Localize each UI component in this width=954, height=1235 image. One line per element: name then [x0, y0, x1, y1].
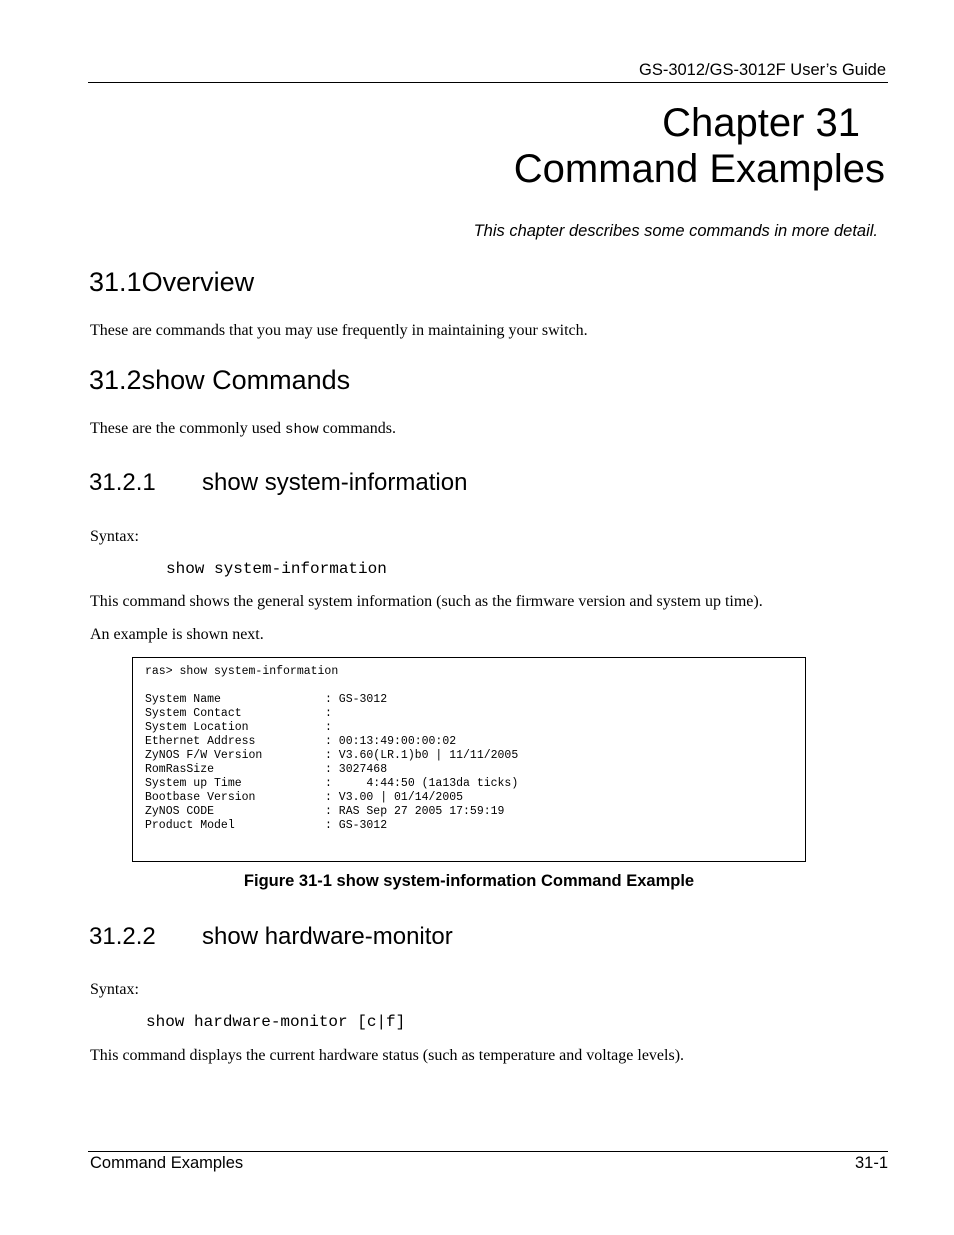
code-key: Ethernet Address: [145, 735, 256, 748]
header-rule: [88, 82, 888, 83]
show-commands-body: [90, 419, 396, 440]
overview-body: These are commands that you may use frequently in maintaining your switch.: [90, 322, 588, 339]
chapter-title: Command Examples: [513, 147, 885, 191]
footer-chapter-name: Command Examples: [90, 1154, 244, 1172]
page-number: 31-1: [854, 1154, 888, 1172]
code-value: : 3027468: [325, 763, 388, 776]
code-key: System Location: [145, 721, 249, 734]
section-number: 31.1: [89, 267, 142, 297]
code-key: RomRasSize: [145, 763, 215, 776]
code-value: :: [325, 721, 332, 734]
section-heading-show-commands: [89, 364, 350, 396]
code-row: [145, 805, 504, 819]
running-header: GS-3012/GS-3012F User’s Guide: [638, 61, 886, 79]
figure-caption: Figure 31-1 show system-information Command Example: [243, 872, 695, 890]
code-row: [145, 749, 518, 763]
code-key: ZyNOS CODE: [145, 805, 215, 818]
code-key: ZyNOS F/W Version: [145, 749, 263, 762]
subsection-heading-hardware-monitor: [89, 922, 453, 952]
code-row: [145, 721, 332, 735]
footer-rule: [88, 1151, 888, 1152]
code-value: :: [325, 707, 332, 720]
code-row: [145, 707, 332, 721]
syntax-label: Syntax:: [90, 981, 139, 998]
code-value: : V3.60(LR.1)b0 | 11/11/2005: [325, 749, 519, 762]
syntax-command: show system-information: [166, 560, 387, 578]
subsection-title: show system-information: [202, 469, 468, 496]
subsection-number: 31.2.1: [89, 469, 156, 496]
body-text-after: commands.: [318, 420, 396, 437]
code-key: Product Model: [145, 819, 235, 832]
code-value: : 4:44:50 (1a13da ticks): [325, 777, 519, 790]
inline-code-show: show: [285, 422, 319, 438]
code-row: [145, 693, 387, 707]
section-title: show Commands: [141, 365, 351, 395]
section-heading-overview: [89, 266, 254, 298]
example-intro: An example is shown next.: [90, 626, 264, 643]
syntax-label: Syntax:: [90, 528, 139, 545]
code-key: System up Time: [145, 777, 242, 790]
code-key: System Name: [145, 693, 221, 706]
code-row: [145, 777, 518, 791]
system-information-description: This command shows the general system information (such as the firmware version and system up time).: [90, 593, 763, 610]
chapter-number: Chapter 31: [662, 101, 860, 145]
code-key: System Contact: [145, 707, 242, 720]
code-row: [145, 735, 456, 749]
code-value: : V3.00 | 01/14/2005: [325, 791, 464, 804]
code-value: : 00:13:49:00:00:02: [325, 735, 457, 748]
code-row: [145, 819, 387, 833]
code-example-box: [132, 657, 806, 862]
code-value: : GS-3012: [325, 819, 388, 832]
section-title: Overview: [141, 267, 255, 297]
syntax-command: show hardware-monitor [c|f]: [146, 1013, 406, 1031]
hardware-monitor-description: This command displays the current hardware status (such as temperature and voltage levels).: [90, 1047, 685, 1064]
section-number: 31.2: [89, 365, 142, 395]
subsection-title: show hardware-monitor: [202, 923, 453, 950]
subsection-heading-system-information: [89, 468, 467, 498]
code-row: [145, 791, 463, 805]
code-key: Bootbase Version: [145, 791, 256, 804]
subsection-number: 31.2.2: [89, 923, 156, 950]
code-value: : RAS Sep 27 2005 17:59:19: [325, 805, 505, 818]
code-row: [145, 763, 387, 777]
body-text-before: These are the commonly used: [90, 420, 286, 437]
code-value: : GS-3012: [325, 693, 388, 706]
chapter-intro: This chapter describes some commands in more detail.: [473, 222, 878, 240]
code-prompt: ras> show system-information: [145, 665, 339, 678]
